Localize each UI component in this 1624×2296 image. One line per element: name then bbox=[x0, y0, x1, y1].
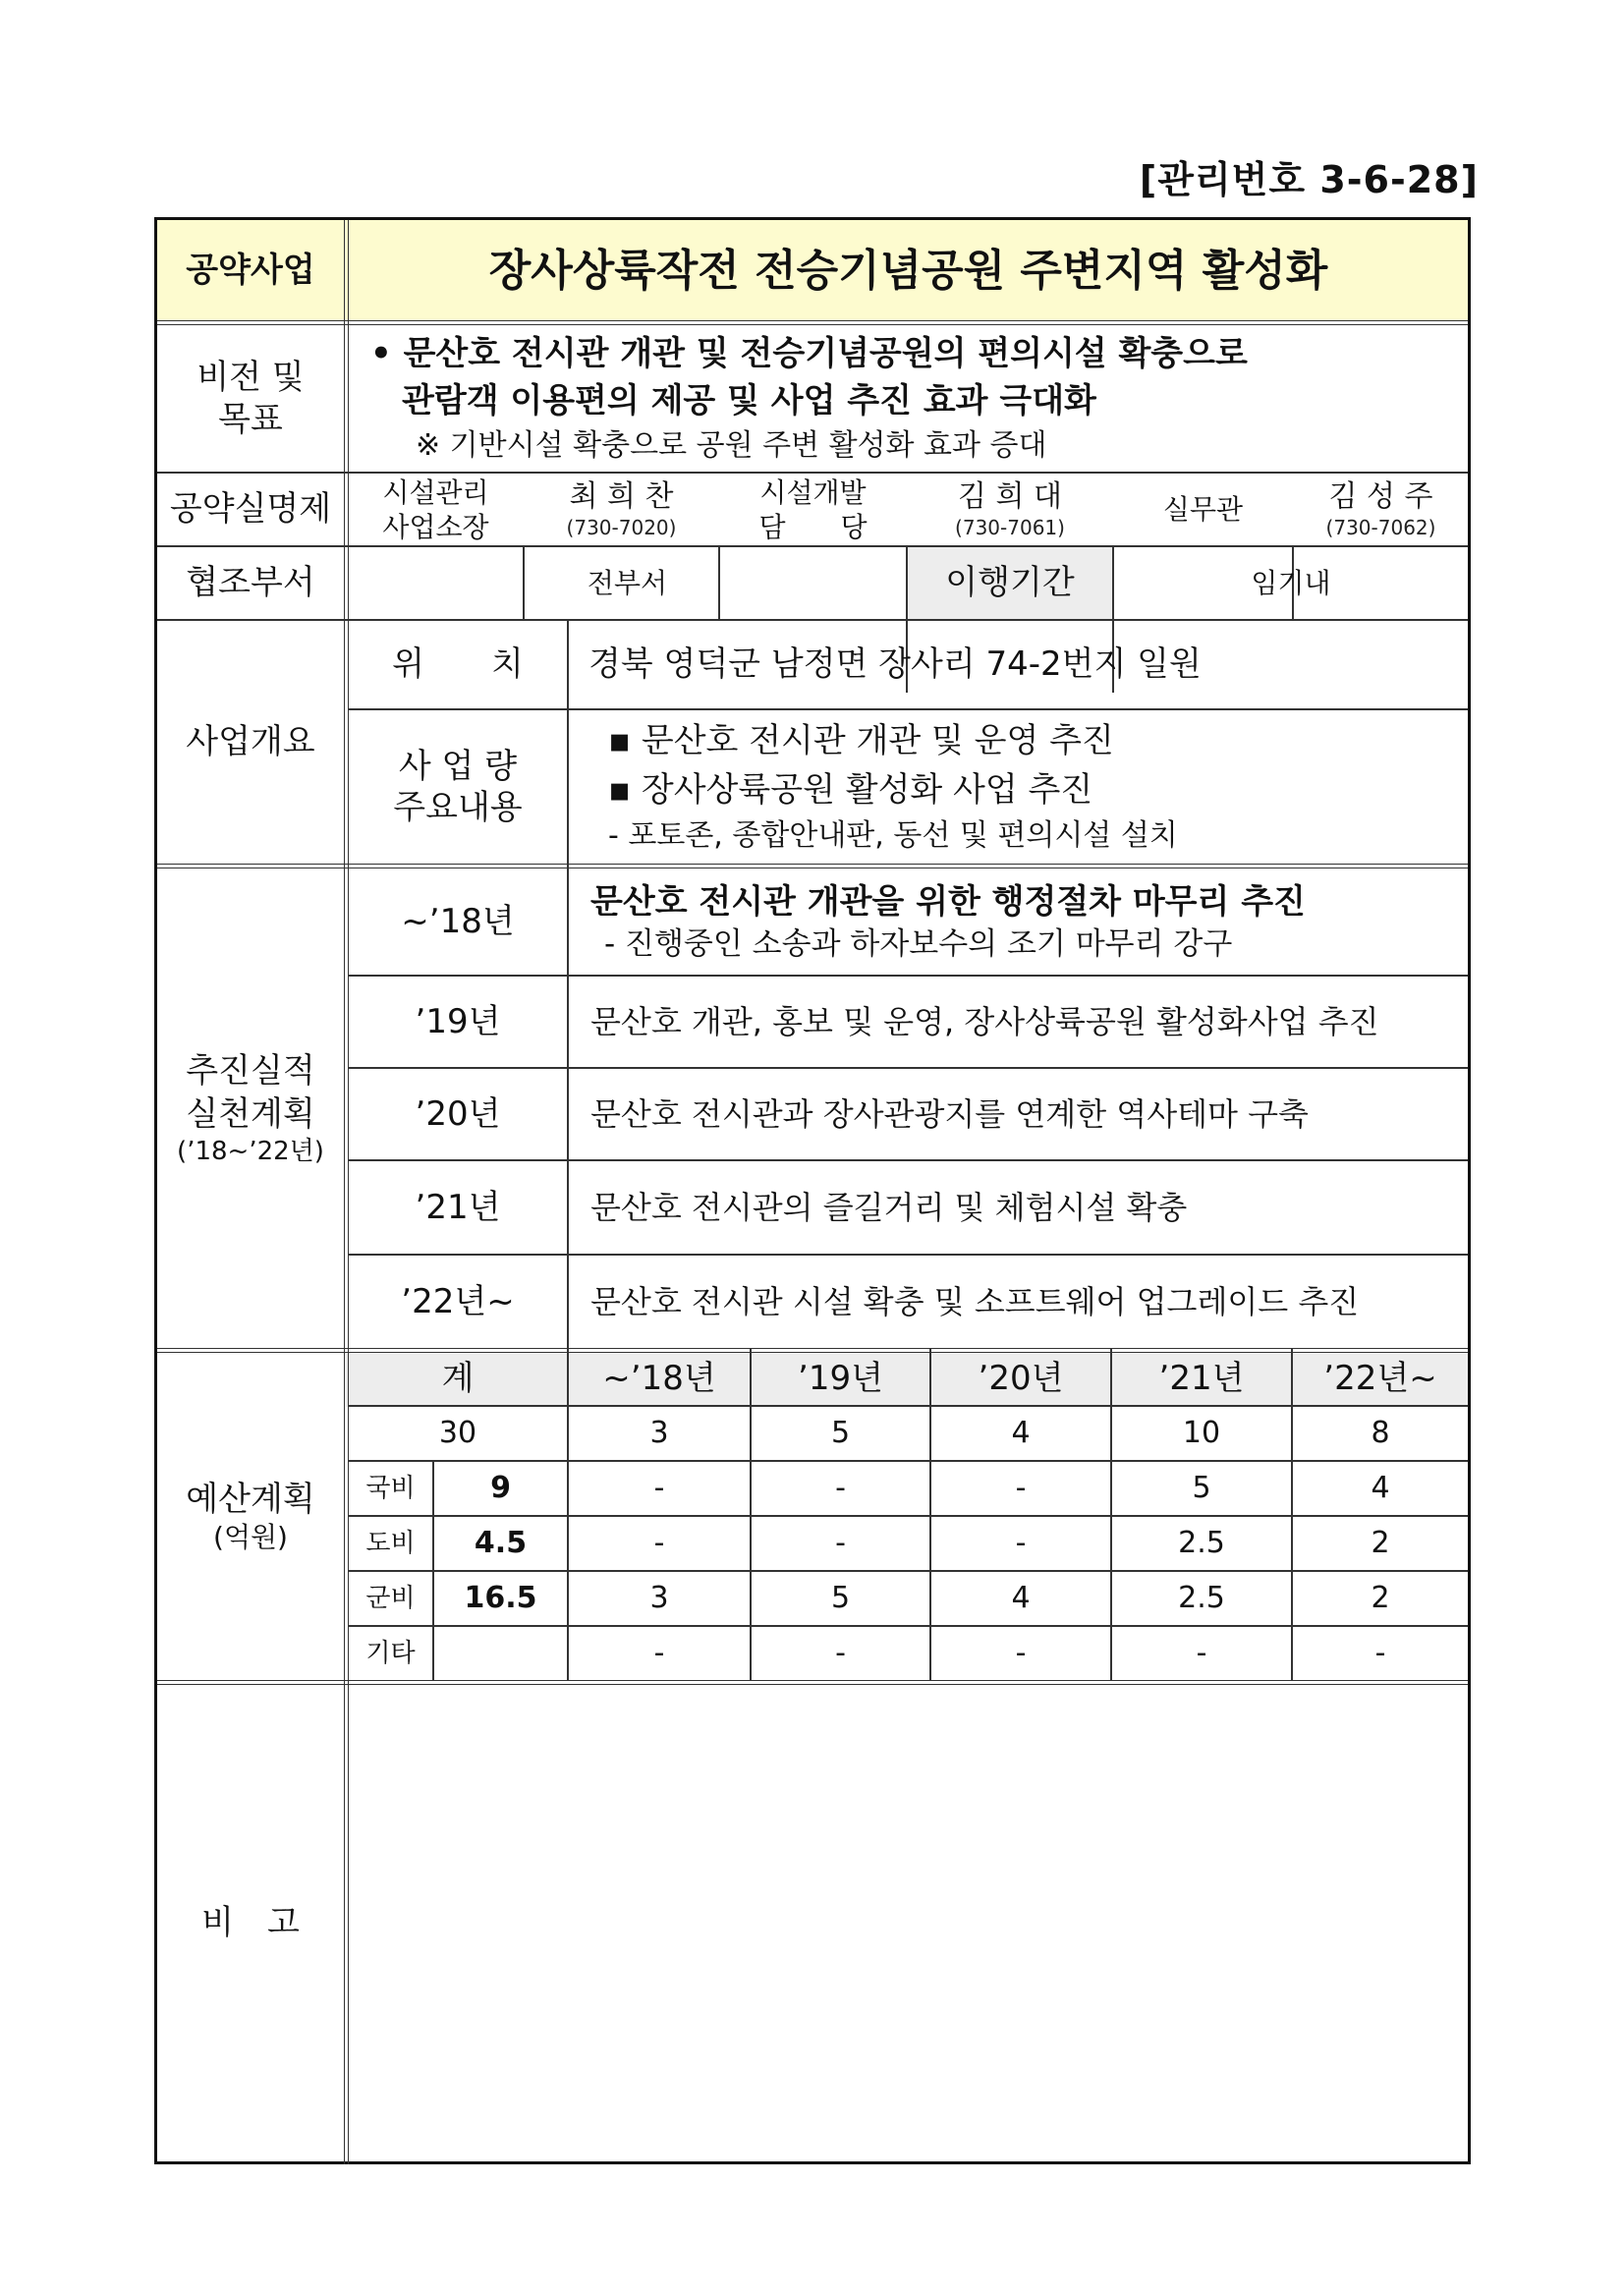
responsible-name-1: 최 희 찬 bbox=[569, 479, 674, 515]
progress-label-cell bbox=[157, 868, 344, 1348]
budget-cell: - bbox=[653, 1526, 665, 1561]
location-value: 경북 영덕군 남정면 장사리 74-2번지 일원 bbox=[588, 644, 1202, 685]
budget-cell: 5 bbox=[830, 1581, 851, 1616]
budget-unit: (억원) bbox=[213, 1521, 288, 1554]
budget-source-name: 군비 bbox=[365, 1583, 416, 1613]
budget-total: 10 bbox=[1182, 1416, 1221, 1451]
period-value: 임기내 bbox=[1251, 567, 1331, 599]
budget-source-name: 기타 bbox=[365, 1638, 416, 1668]
progress-text: 문산호 개관, 홍보 및 운영, 장사상륙공원 활성화사업 추진 bbox=[590, 1003, 1379, 1040]
budget-cell: 2 bbox=[1371, 1526, 1390, 1561]
responsible-tel-3: (730-7062) bbox=[1325, 515, 1436, 539]
vision-line-2: 관람객 이용편의 제공 및 사업 추진 효과 극대화 bbox=[402, 380, 1096, 420]
responsible-name-2: 김 희 대 bbox=[957, 479, 1062, 515]
progress-year: ’20년 bbox=[415, 1093, 501, 1134]
progress-label: 추진실적 실천계획 bbox=[186, 1050, 315, 1134]
progress-sublabel: (’18~’22년) bbox=[177, 1136, 324, 1166]
content-item-3: - 포토존, 종합안내판, 동선 및 편의시설 설치 bbox=[608, 818, 1178, 853]
budget-cell: 4 bbox=[1011, 1581, 1031, 1616]
responsible-role-3: 실무관 bbox=[1162, 493, 1244, 526]
budget-source-name: 국비 bbox=[365, 1473, 416, 1503]
budget-cell: - bbox=[1374, 1636, 1386, 1671]
budget-cell: 3 bbox=[649, 1581, 669, 1616]
progress-subtext: - 진행중인 소송과 하자보수의 조기 마무리 강구 bbox=[604, 926, 1233, 962]
vision-content bbox=[349, 325, 1468, 472]
budget-header: ~’18년 bbox=[602, 1359, 716, 1399]
progress-year: ’19년 bbox=[415, 1001, 501, 1041]
progress-text: 문산호 전시관의 즐길거리 및 체험시설 확충 bbox=[590, 1189, 1188, 1226]
budget-cell: - bbox=[835, 1471, 846, 1506]
responsible-role-1: 시설관리 사업소장 bbox=[382, 476, 489, 543]
page-title: 장사상륙작전 전승기념공원 주변지역 활성화 bbox=[488, 245, 1328, 296]
budget-cell: - bbox=[1196, 1636, 1207, 1671]
budget-header: ’21년 bbox=[1158, 1359, 1245, 1399]
vision-label: 비전 및 목표 bbox=[196, 358, 305, 439]
responsible-tel-2: (730-7061) bbox=[955, 515, 1065, 539]
budget-total: 5 bbox=[830, 1416, 851, 1451]
budget-cell: 2.5 bbox=[1178, 1526, 1225, 1561]
responsible-person-3 bbox=[1294, 474, 1468, 545]
budget-total: 4 bbox=[1011, 1416, 1031, 1451]
budget-cell: - bbox=[653, 1636, 665, 1671]
period-label: 이행기간 bbox=[945, 563, 1075, 603]
content-item-2: ▪ 장사상륙공원 활성화 사업 추진 bbox=[608, 770, 1093, 810]
progress-text: 문산호 전시관 시설 확충 및 소프트웨어 업그레이드 추진 bbox=[590, 1283, 1360, 1320]
budget-source-sum: 16.5 bbox=[464, 1581, 537, 1616]
responsible-name-3: 김 성 주 bbox=[1328, 479, 1433, 515]
budget-label-cell bbox=[157, 1353, 344, 1680]
progress-item bbox=[569, 868, 1468, 975]
budget-cell: 2 bbox=[1371, 1581, 1390, 1616]
budget-header: 계 bbox=[441, 1359, 475, 1399]
progress-year: ’22년~ bbox=[401, 1281, 515, 1321]
cooperation-value: 전부서 bbox=[587, 567, 668, 599]
budget-source-sum: 9 bbox=[490, 1471, 511, 1506]
budget-label: 예산계획 bbox=[186, 1479, 315, 1519]
budget-cell: - bbox=[835, 1636, 846, 1671]
vision-line-3: ※ 기반시설 확충으로 공원 주변 활성화 효과 증대 bbox=[416, 427, 1047, 463]
responsible-label: 공약실명제 bbox=[169, 489, 332, 530]
budget-source-sum: 4.5 bbox=[474, 1526, 528, 1561]
title-label: 공약사업 bbox=[186, 250, 315, 290]
responsible-person-2 bbox=[908, 474, 1112, 545]
progress-text: 문산호 전시관과 장사관광지를 연계한 역사테마 구축 bbox=[590, 1095, 1309, 1133]
budget-cell: - bbox=[835, 1526, 846, 1561]
vision-line-1: • 문산호 전시관 개관 및 전승기념공원의 편의시설 확충으로 bbox=[370, 333, 1248, 373]
management-number: [관리번호 3-6-28] bbox=[1139, 158, 1479, 201]
budget-total: 3 bbox=[649, 1416, 669, 1451]
budget-source-sum bbox=[434, 1627, 567, 1680]
cooperation-label: 협조부서 bbox=[186, 563, 315, 603]
budget-total: 8 bbox=[1371, 1416, 1390, 1451]
progress-year: ~’18년 bbox=[401, 901, 515, 941]
responsible-role-2: 시설개발 담 당 bbox=[758, 476, 868, 543]
content-value bbox=[569, 710, 1468, 864]
budget-cell: 2.5 bbox=[1178, 1581, 1225, 1616]
budget-cell: - bbox=[1015, 1471, 1027, 1506]
budget-total: 30 bbox=[438, 1416, 477, 1451]
overview-label: 사업개요 bbox=[186, 722, 315, 762]
budget-header: ’20년 bbox=[978, 1359, 1064, 1399]
pledge-table bbox=[154, 217, 1471, 2164]
responsible-person-1 bbox=[525, 474, 718, 545]
budget-header: ’19년 bbox=[798, 1359, 883, 1399]
content-item-1: ▪ 문산호 전시관 개관 및 운영 추진 bbox=[608, 721, 1114, 760]
budget-header: ’22년~ bbox=[1323, 1359, 1437, 1399]
progress-year: ’21년 bbox=[415, 1187, 501, 1227]
budget-cell: - bbox=[1015, 1526, 1027, 1561]
budget-cell: - bbox=[653, 1471, 665, 1506]
budget-source-name: 도비 bbox=[365, 1528, 416, 1558]
progress-text: 문산호 전시관 개관을 위한 행정절차 마무리 추진 bbox=[590, 882, 1306, 922]
budget-cell: - bbox=[1015, 1636, 1027, 1671]
content-label: 사 업 량 주요내용 bbox=[393, 746, 523, 827]
location-label: 위 치 bbox=[392, 644, 524, 685]
remarks-label: 비 고 bbox=[201, 1903, 300, 1943]
remarks-value bbox=[349, 1685, 1468, 2161]
budget-cell: 5 bbox=[1192, 1471, 1211, 1506]
budget-cell: 4 bbox=[1371, 1471, 1390, 1506]
responsible-tel-1: (730-7020) bbox=[566, 515, 677, 539]
